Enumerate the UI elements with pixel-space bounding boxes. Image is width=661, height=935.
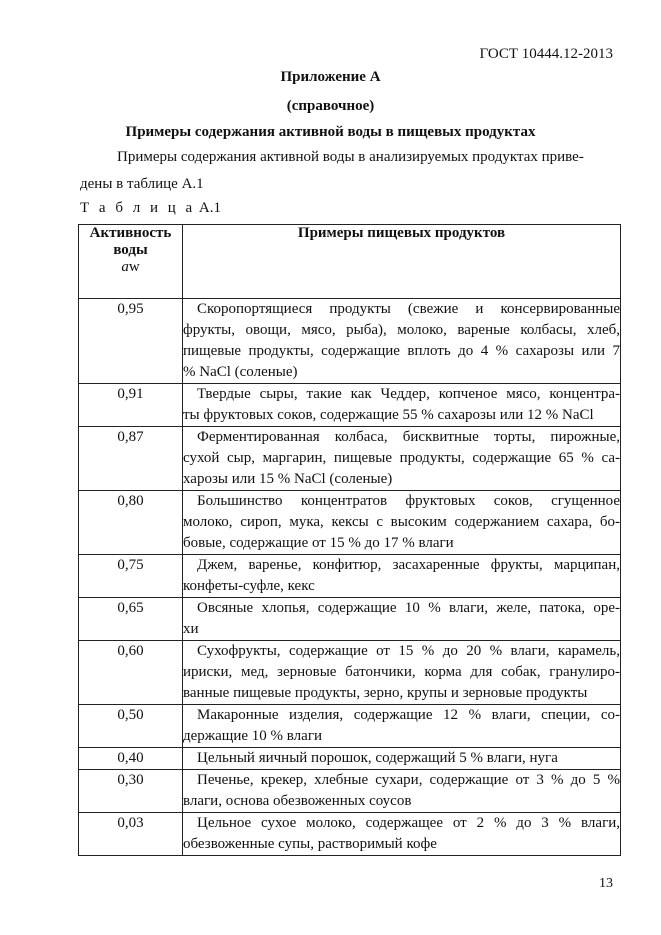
table-row xyxy=(79,427,621,491)
table-row xyxy=(79,705,621,748)
food-examples-line: Джем, варенье, конфитюр, засахаренные фрукты, марципан, xyxy=(197,557,620,573)
food-examples-line: обезвоженные супы, растворимый кофе xyxy=(183,836,437,852)
food-examples-line: Овсяные хлопья, содержащие 10 % влаги, желе, патока, оре- xyxy=(197,600,620,616)
header-water-activity xyxy=(79,225,183,299)
food-examples-line: Печенье, крекер, хлебные сухари, содержащие от 3 % до 5 % xyxy=(197,772,620,788)
food-examples-line: Цельное сухое молоко, содержащее от 2 % до 3 % влаги, xyxy=(197,815,620,831)
water-activity-value: 0,50 xyxy=(79,705,183,748)
document-code: ГОСТ 10444.12-2013 xyxy=(479,46,613,62)
food-examples-line: ванные пищевые продукты, зерно, крупы и зерновые продукты xyxy=(183,685,588,701)
food-examples-cell xyxy=(183,384,621,427)
food-examples-line: держащие 10 % влаги xyxy=(183,728,322,744)
table-caption xyxy=(80,200,221,217)
table-row xyxy=(79,770,621,813)
table-row xyxy=(79,491,621,555)
food-examples-cell xyxy=(183,299,621,384)
water-activity-table xyxy=(78,224,621,856)
table-row xyxy=(79,555,621,598)
food-examples-cell xyxy=(183,813,621,856)
table-row xyxy=(79,598,621,641)
table-row xyxy=(79,299,621,384)
food-examples-cell xyxy=(183,641,621,705)
page-number: 13 xyxy=(599,876,613,891)
table-row xyxy=(79,748,621,770)
header-water-activity-line-2: воды xyxy=(113,242,148,258)
food-examples-line: фрукты, овощи, мясо, рыба), молоко, вареные колбасы, хлеб, xyxy=(183,322,620,338)
appendix-subtitle: (справочное) xyxy=(286,98,375,114)
food-examples-line: Большинство концентратов фруктовых соков, сгущенное xyxy=(197,493,620,509)
intro-line-2: дены в таблице А.1 xyxy=(80,176,204,192)
header-water-activity-symbol: aw xyxy=(121,259,140,275)
food-examples-line: ириски, мед, зерновые батончики, корма для собак, гранулиро- xyxy=(183,664,620,680)
table-row xyxy=(79,641,621,705)
header-food-examples: Примеры пищевых продуктов xyxy=(183,225,621,299)
water-activity-value: 0,75 xyxy=(79,555,183,598)
food-examples-line: Твердые сыры, такие как Чеддер, копченое мясо, концентра- xyxy=(197,386,620,402)
food-examples-line: Цельный яичный порошок, содержащий 5 % влаги, нуга xyxy=(197,750,558,766)
table-row xyxy=(79,813,621,856)
food-examples-line: молоко, сироп, мука, кексы с высоким содержанием сахара, бо- xyxy=(183,514,620,530)
water-activity-value: 0,03 xyxy=(79,813,183,856)
food-examples-cell xyxy=(183,427,621,491)
table-row xyxy=(79,384,621,427)
water-activity-value: 0,65 xyxy=(79,598,183,641)
food-examples-cell xyxy=(183,748,621,770)
water-activity-value: 0,30 xyxy=(79,770,183,813)
food-examples-cell xyxy=(183,491,621,555)
food-examples-line: харозы или 15 % NaCl (соленые) xyxy=(183,471,393,487)
food-examples-line: % NaCl (соленые) xyxy=(183,364,298,380)
food-examples-line: сухой сыр, маргарин, пищевые продукты, содержащие 65 % са- xyxy=(183,450,620,466)
water-activity-value: 0,60 xyxy=(79,641,183,705)
table-caption-prefix: Т а б л и ц а xyxy=(80,200,196,216)
water-activity-value: 0,91 xyxy=(79,384,183,427)
food-examples-line: хи xyxy=(183,621,199,637)
water-activity-value: 0,87 xyxy=(79,427,183,491)
food-examples-cell xyxy=(183,770,621,813)
food-examples-line: влаги, основа обезвоженных соусов xyxy=(183,793,412,809)
intro-line-1: Примеры содержания активной воды в анализируемых продуктах приве- xyxy=(117,149,584,165)
header-water-activity-line-1: Активность xyxy=(89,225,172,241)
food-examples-cell xyxy=(183,598,621,641)
food-examples-line: бовые, содержащие от 15 % до 17 % влаги xyxy=(183,535,454,551)
food-examples-line: Сухофрукты, содержащие от 15 % до 20 % влаги, карамель, xyxy=(197,643,620,659)
food-examples-cell xyxy=(183,705,621,748)
food-examples-line: ты фруктовых соков, содержащие 55 % сахарозы или 12 % NaCl xyxy=(183,407,594,423)
water-activity-value: 0,80 xyxy=(79,491,183,555)
table-header-row xyxy=(79,225,621,299)
appendix-heading: Примеры содержания активной воды в пищевых продуктах xyxy=(125,124,536,140)
appendix-title: Приложение А xyxy=(280,69,381,85)
food-examples-cell xyxy=(183,555,621,598)
table-caption-number: А.1 xyxy=(198,200,221,216)
food-examples-line: конфеты-суфле, кекс xyxy=(183,578,315,594)
food-examples-line: Макаронные изделия, содержащие 12 % влаги, специи, со- xyxy=(197,707,620,723)
water-activity-value: 0,95 xyxy=(79,299,183,384)
intro-paragraph xyxy=(80,144,608,198)
food-examples-line: пищевые продукты, содержащие вплоть до 4 % сахарозы или 7 xyxy=(183,343,620,359)
food-examples-line: Ферментированная колбаса, бисквитные торты, пирожные, xyxy=(197,429,620,445)
water-activity-value: 0,40 xyxy=(79,748,183,770)
food-examples-line: Скоропортящиеся продукты (свежие и консервированные xyxy=(197,301,620,317)
